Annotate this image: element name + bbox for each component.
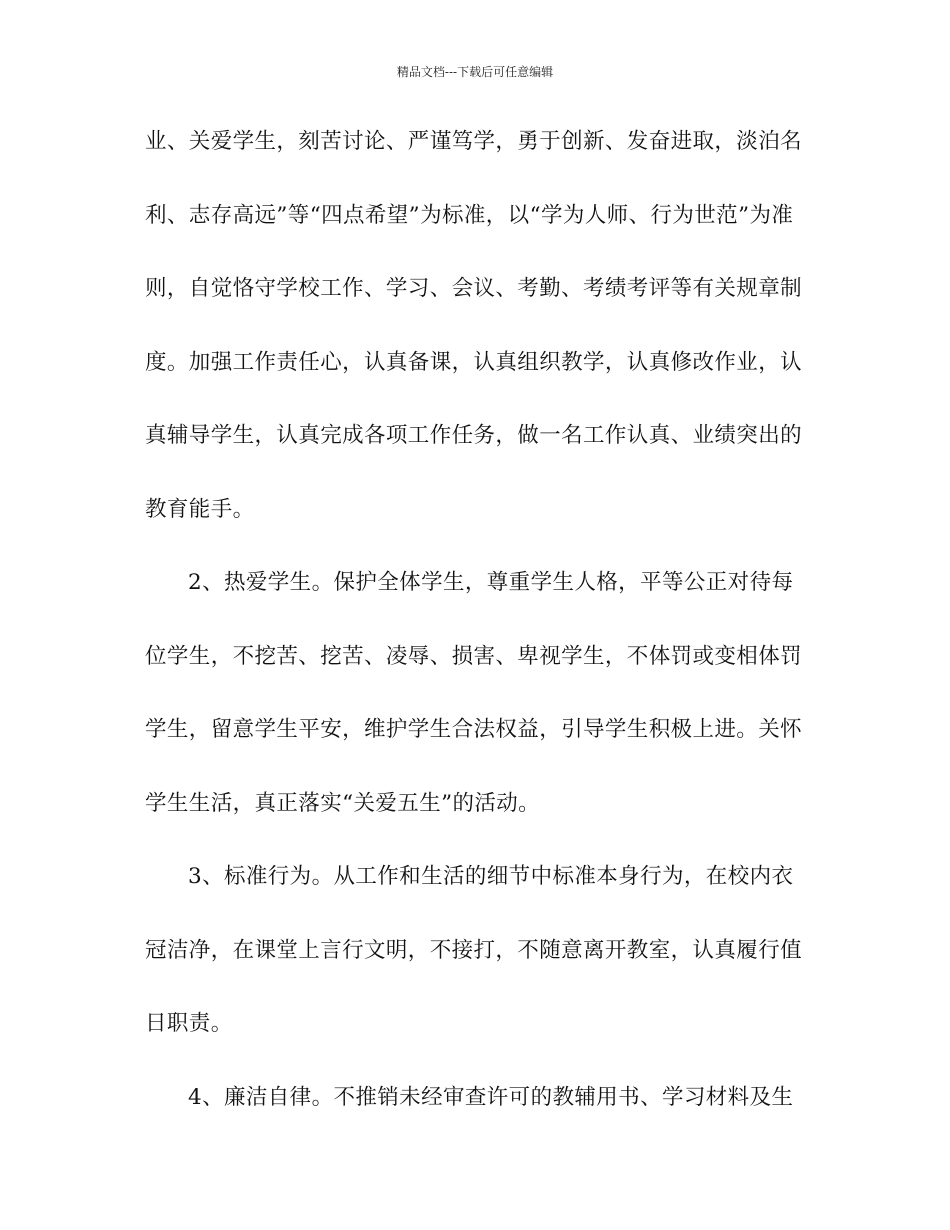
text-line: 真辅导学生，认真完成各项工作任务，做一名工作认真、业绩突出的 [145,423,803,448]
paragraph-start-line: 3、标准行为。从工作和生活的细节中标准本身行为，在校内衣 [188,864,794,889]
text-line: 度。加强工作责任心，认真备课，认真组织教学，认真修改作业，认 [145,349,803,375]
paragraph-start-line: 4、廉洁自律。不推销未经审查许可的教辅用书、学习材料及生 [188,1084,794,1110]
text-line: 则，自觉恪守学校工作、学习、会议、考勤、考绩考评等有关规章制 [145,276,803,301]
paragraph-start-line: 2、热爱学生。保护全体学生，尊重学生人格，平等公正对待每 [188,570,794,595]
text-line: 业、关爱学生，刻苦讨论、严谨笃学，勇于创新、发奋进取，淡泊名 [145,129,803,154]
text-line: 日职责。 [145,1011,233,1036]
text-line: 冠洁净，在课堂上言行文明，不接打，不随意离开教室，认真履行值 [145,937,803,963]
text-line: 教育能手。 [145,496,255,522]
text-line: 学生生活，真正落实“关爱五生”的活动。 [145,790,541,816]
document-body [145,116,805,1145]
text-line: 位学生，不挖苦、挖苦、凌辱、损害、卑视学生，不体罚或变相体罚 [145,643,803,669]
text-line: 学生，留意学生平安，维护学生合法权益，引导学生积极上进。关怀 [145,717,803,742]
text-line: 利、志存高远”等“四点希望”为标准，以“学为人师、行为世范”为准 [145,202,794,228]
page-header: 精品文档---下载后可任意编辑 [396,65,554,79]
